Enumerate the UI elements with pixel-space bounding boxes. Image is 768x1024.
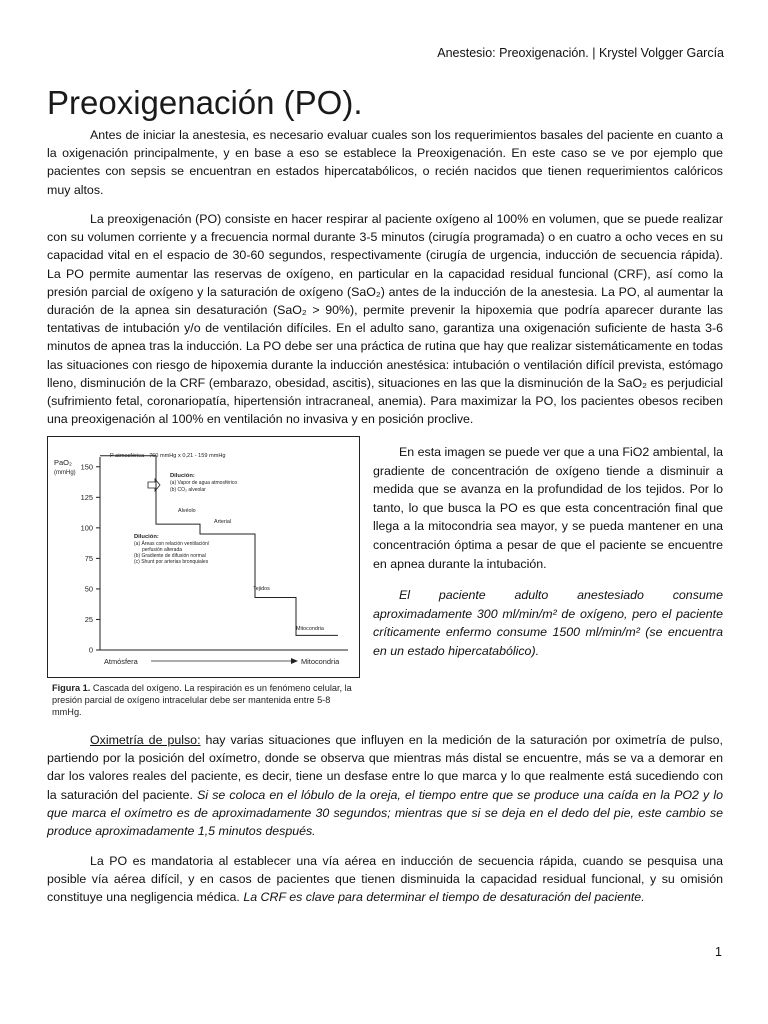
paragraph-mandatory-po bbox=[47, 852, 723, 907]
figure-caption-label: Figura 1. bbox=[52, 683, 91, 693]
mandatory-po-text: La PO es mandatoria al establecer una vía aérea en inducción de secuencia rápida, cuando se pesquisa una posible vía aérea difícil, y en casos de pacientes que tienen disminuida la capacidad residual funcional, y su omisión constituye una negligencia médica. bbox=[47, 854, 723, 905]
paragraph-oxygen-consumption: El paciente adulto anestesiado consume aproximadamente 300 ml/min/m² de oxígeno, pero el paciente críticamente enfermo consume 1500 ml/min/m² (se encuentra en un estado hipercatabólico). bbox=[373, 588, 723, 658]
dilution-2-title: Dilución: bbox=[134, 534, 159, 540]
x-left-label: Atmósfera bbox=[104, 657, 138, 666]
paragraph-intro: Antes de iniciar la anestesia, es necesario evaluar cuales son los requerimientos basales del paciente en cuanto a la oxigenación principalmente, y en base a eso se establece la Preoxigenación. En este caso se ve por ejemplo que pacientes con sepsis se encuentran en estados hipercatabólicos, o recién nacidos que tienen requerimientos calóricos muy altos. bbox=[47, 128, 723, 197]
page-number: 1 bbox=[715, 945, 722, 959]
figure-oxygen-cascade bbox=[47, 436, 360, 717]
dilution-1-b: (b) CO₂ alveolar bbox=[170, 487, 206, 493]
dilution-1-a: (a) Vapor de agua atmosférico bbox=[170, 480, 238, 486]
pulse-oximetry-heading: Oximetría de pulso: bbox=[90, 733, 201, 747]
dilution-2-a2: perfusión alterada bbox=[142, 547, 183, 553]
mandatory-po-italic: La CRF es clave para determinar el tiempo de desaturación del paciente. bbox=[239, 890, 645, 905]
y-tick-label: 150 bbox=[80, 462, 93, 472]
paragraph-definition: La preoxigenación (PO) consiste en hacer respirar al paciente oxígeno al 100% en volumen, que se puede realizar con su volumen corriente y a frecuencia normal durante 3-5 minutos (cirugía programada) o en cuatro a ocho veces en su capacidad vital en el espacio de 30-60 segundos, respectivamente (cirugía de urgencia, inducción de secuencia rápida). La PO permite aumentar las reservas de oxígeno, en particular en la capacidad residual funcional (CRF), así como la presión parcial de oxígeno y la saturación de oxígeno (SaO₂) antes de la inducción de la anestesia. La PO, al aumentar la duración de la apnea sin desaturación (SaO₂ > 90%), permite prevenir la hipoxemia que podría aparecer durante las tentativas de intubación y/o de ventilación difíciles. En el adulto sano, garantiza una oxigenación suficiente de hasta 3-6 minutos de apnea tras la inducción. La PO debe ser una práctica de rutina que hay que realizar sistemáticamente en todas las situaciones con riesgo de hipoxemia durante la inducción anestésica: intubación o ventilación difícil prevista, estómago lleno, disminución de la CRF (embarazo, obesidad, ascitis), situaciones en las que la disminución de la SaO₂ es perjudicial (sufrimiento fetal, coronariopatía, hipertensión intracraneal, anemia). Para maximizar la PO, los pacientes obesos reciben una preoxigenación al 100% en ventilación no invasiva y en posición proclive. bbox=[47, 212, 723, 427]
tejidos-label: Tejidos bbox=[253, 586, 270, 592]
dilution-arrow-icon bbox=[148, 479, 160, 491]
y-tick-label: 125 bbox=[80, 492, 93, 502]
y-tick-label: 0 bbox=[88, 645, 93, 655]
paragraph-figure-explanation: En esta imagen se puede ver que a una FiO2 ambiental, la gradiente de concentración de oxígeno tiende a disminuir a medida que se avanza en la profundidad de los tejidos. Por lo tanto, lo que busca la PO es que esta concentración final que llega a la mitocondria sea mayor, y se pueda mantener en una concentración óptima a pesar de que el paciente se encuentre en apnea durante la intubación. bbox=[373, 445, 723, 571]
figure-caption bbox=[52, 682, 362, 718]
y-axis-label: PaO₂ bbox=[54, 458, 72, 467]
arterial-label: Arterial bbox=[214, 519, 232, 525]
figure-frame bbox=[47, 436, 360, 678]
y-axis-unit: (mmHg) bbox=[54, 470, 76, 476]
y-tick-label: 50 bbox=[84, 584, 93, 594]
x-right-label: Mitocondria bbox=[301, 657, 340, 666]
running-header: Anestesio: Preoxigenación. | Krystel Volgger García bbox=[437, 46, 724, 60]
y-tick-label: 100 bbox=[80, 523, 93, 533]
dilution-2-a: (a) Áreas con relación ventilación/ bbox=[134, 541, 210, 547]
pulse-oximetry-italic: Si se coloca en el lóbulo de la oreja, el tiempo entre que se produce una caída en la PO2 y lo que marca el oxímetro es de aproximadamente 30 segundos; mientras que si se deja en el dedo del pie, este cambio se produce aproximadamente 1,5 minutos después. bbox=[47, 787, 723, 839]
paragraph-pulse-oximetry bbox=[47, 731, 723, 840]
dilution-1-title: Dilución: bbox=[170, 473, 195, 479]
y-tick-label: 75 bbox=[84, 553, 93, 563]
oxygen-cascade-chart bbox=[48, 437, 359, 677]
alveolo-label: Alvéolo bbox=[178, 508, 196, 514]
mitocondria-label: Mitocondria bbox=[296, 626, 324, 632]
pulse-oximetry-text: hay varias situaciones que influyen en la medición de la saturación por oximetría de pulso, partiendo por la posición del oxímetro, donde se observa que mientras más distal se encuentre, más se va a demorar en dar los valores reales del paciente, es decir, tiene un desfase entre lo que marca y lo que realmente está sucediendo con la saturación del paciente. bbox=[47, 733, 723, 802]
atmospheric-note: P atmosférica - 760 mmHg x 0,21 - 159 mmHg bbox=[110, 453, 226, 459]
dilution-2-c: (c) Shunt por arterias bronquiales bbox=[134, 559, 209, 565]
x-direction-arrow-icon bbox=[291, 658, 298, 664]
figure-caption-text: Cascada del oxígeno. La respiración es un fenómeno celular, la presión parcial de oxígeno intracelular debe ser mantenida entre 5-8 mmHg. bbox=[52, 683, 352, 717]
page-title: Preoxigenación (PO). bbox=[47, 84, 363, 121]
y-tick-label: 25 bbox=[84, 614, 93, 624]
dilution-2-b: (b) Gradiente de difusión normal bbox=[134, 553, 206, 559]
